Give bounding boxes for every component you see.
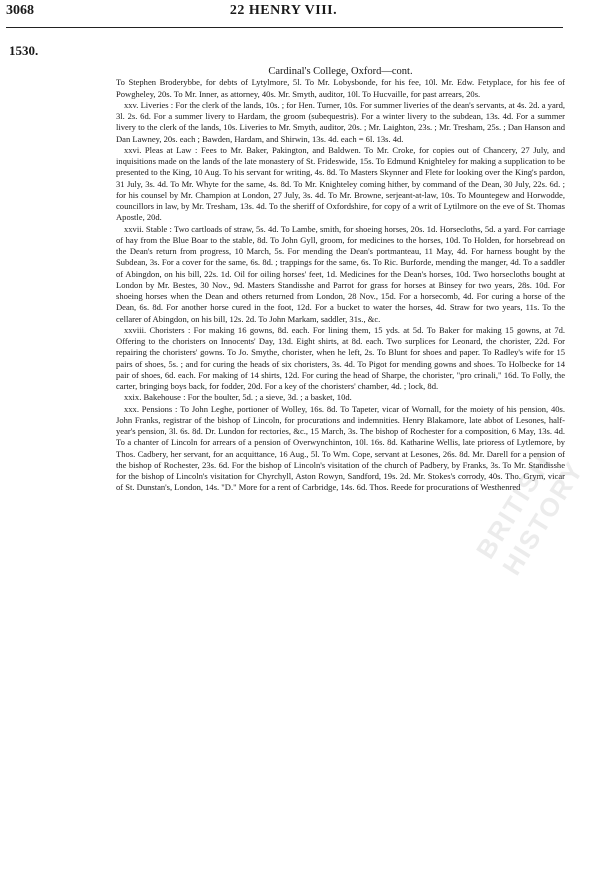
margin-year: 1530. (9, 43, 39, 58)
paragraph-liveries: xxv. Liveries : For the clerk of the lands, 10s. ; for Hen. Turner, 10s. For summer liveries of the dean's servants, at 4s. 2d. a yard, 3l. 2s. 6d. For a summer livery to Hardam, the groom (subequestris). For a winter livery to the subdean, 13s. 4d. For a summer livery to the clerk of the lands, 10s. Liveries to Mr. Smyth, auditor, 20s. ; Mr. Laighton, 23s. ; Mr. Tresham, 25s. ; Dan Hanson and Dan Lawney, 20s. each ; Bawden, Hardam, and Shirwin, 13s. 4d. each = 6l. 13s. 4d. (116, 99, 565, 144)
watermark: BRITISH HISTORY (470, 447, 590, 581)
body-text (116, 66, 565, 494)
paragraph-pensions: xxx. Pensions : To John Leghe, portioner of Wolley, 16s. 8d. To Tapeter, vicar of Wornall, for the moiety of his pension, 40s. John Franks, registrar of the bishop of Lincoln, for procurations and indemnities. Henry Blakamore, late abbot of Lesones, half-year's pension, 3l. 6s. 8d. Dr. Lundon for rectories, &c., 15 March, 3s. The bishop of Rochester for a composition, 6 May, 13s. 4d. To a chanter of Lincoln for arrears of a pension of Overwynchinton, 10l. 16s. 8d. Katharine Wellis, late prioress of Lytlemore, by Thos. Cadbery, her servant, for an acquittance, 16 Aug., 5l. To Wm. Cope, servant at Lesones, 26s. 8d. Mr. Darell for a pension of the bishop of Rochester, 23s. 6d. For the bishop of Lincoln's visitation of the church of Padbery, by Franks, 3s. To Mr. Standisshe for the bishop of Lincoln's visitation for Chyrchyll, Aston Rowyn, Sandford, 19s. 2d. Mr. Stokes's corrody, 40s. Tho. Grym, vicar of St. Dunstan's, London, 14s. "D." More for a rent of Carbridge, 14s. 6d. Thos. Reede for procurations of Westhenred (116, 403, 565, 493)
paragraph-choristers: xxviii. Choristers : For making 16 gowns, 8d. each. For lining them, 15 yds. at 5d. To Baker for making 15 gowns, at 7d. Offering to the choristers on Innocents' Day, 13d. Eight shirts, at 8d. each. Two surplices for Leonard, the chorister, 22d. For repairing the choristers' gowns. To Jo. Smythe, chorister, when he left, 2s. To Blunt for shoes and paper. To Radley's wife for 15 pairs of shoes, 5s. ; and for curing the heads of six choristers, 3s. 4d. To Pigot for mending gowns and shoes. To Holbecke for 14 pair of shoes, 6d. each. For making of 14 shirts, 12d. For curing the head of Sharpe, the chorister, "pro crinali," 16d. To Folly, the carter, bringing boys back, for fodder, 20d. For a key of the choristers' chamber, 4d. ; lock, 8d. (116, 324, 565, 391)
section-title: Cardinal's College, Oxford—cont. (268, 66, 413, 77)
running-title: 22 HENRY VIII. (229, 3, 338, 18)
paragraph-stable: xxvii. Stable : Two cartloads of straw, 5s. 4d. To Lambe, smith, for shoeing horses, 20s. 1d. Horsecloths, 5d. a yard. For carriage of hay from the Blue Boar to the stable, 8d. To John Gyll, groom, for medicines to the horses, 10d. To Holden, for horsebread on the Dean's return from progress, 10 March, 5s. For mending the Dean's portmanteau, 11 May, 4d. For harness bought by the Subdean, 3s. For a cover for the same, 6s. 8d. ; trappings for the same, 6s. To Ric. Burforde, mending the manger, 4d. To a saddler of Abingdon, on his bill, 22s. 1d. Oil for oiling horses' feet, 1d. Medicines for the Dean's horses, 10d. Two horsecloths bought at London by Mr. Bestes, 30 Nov., 9d. Masters Standisshe and Parrot for grass for horses at Binsey for two years, 28s. 10d. For shoeing horses when the Dean and others returned from London, 28 Nov., 15d. For a horsecomb, 4d. For curing a horse of the Dean, 6s. 8d. For another horse cured in the foot, 12d. For a bucket to water the horses, 4d. Straw for two years, 11s. To the cellarer of Abingdon, on his bill, 12s. 2d. To John Markam, saddler, 31s., &c. (116, 223, 565, 324)
paragraph-debts: To Stephen Broderybbe, for debts of Lytylmore, 5l. To Mr. Lobysbonde, for his fee, 10l. Mr. Edw. Fetyplace, for his fee of Powgheley, 20s. To Mr. Inner, as attorney, 40s. Mr. Smyth, auditor, 10l. To Hucvaille, for past arrears, 20s. (116, 77, 565, 99)
paragraph-pleas-at-law: xxvi. Pleas at Law : Fees to Mr. Baker, Pakington, and Baldwen. To Mr. Croke, for copies out of Chancery, 27 July, and inquisitions made on the lands of the late monastery of St. Frideswide, 15s. To Edmund Knighteley for making a supplication to be presented to the King, 10 Aug. To his servant for writing, 4s. 8d. To Masters Skynner and Flete for looking over the King's pardon, 31 July, 3s. 4d. To Mr. Whyte for the same, 4s. 8d. To Mr. Knighteley coming hither, by command of the Dean, 30 July, 22s. 6d. ; for his counsel by Mr. Champion at London, 27 July, 3s. 4d. To Mr. Browne, serjeant-at-law, 10s. To Mountegew and Horwodde, councillors in law, by Mr. Tresham, 13s. 4d. To the sheriff of Oxfordshire, for copy of a writ of Lytilmore on the eve of St. Thomas Apostle, 20d. (116, 144, 565, 223)
header-rule (6, 27, 563, 28)
paragraph-bakehouse: xxix. Bakehouse : For the boulter, 5d. ; a sieve, 3d. ; a basket, 10d. (124, 392, 352, 403)
page-number: 3068 (6, 3, 34, 18)
